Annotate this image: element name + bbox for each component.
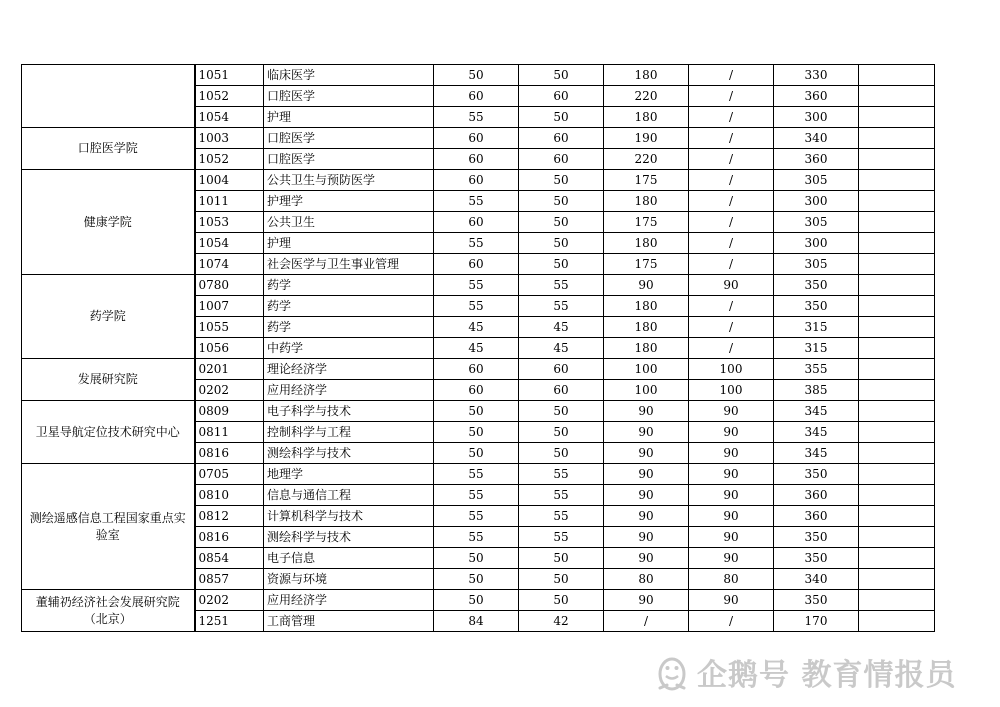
subject-score-cell: 90 <box>604 527 689 548</box>
subject-score-cell: 175 <box>604 212 689 233</box>
major-name-cell: 药学 <box>264 275 434 296</box>
subject-score-cell: 50 <box>519 254 604 275</box>
empty-cell <box>859 107 935 128</box>
subject-score-cell: 90 <box>689 401 774 422</box>
empty-cell <box>859 275 935 296</box>
major-name-cell: 控制科学与工程 <box>264 422 434 443</box>
major-name-cell: 电子信息 <box>264 548 434 569</box>
subject-score-cell: 180 <box>604 191 689 212</box>
total-score-cell: 350 <box>774 590 859 611</box>
subject-score-cell: 50 <box>519 65 604 86</box>
subject-score-cell: 90 <box>604 506 689 527</box>
table-row <box>22 65 935 86</box>
subject-score-cell: 50 <box>434 548 519 569</box>
subject-score-cell: / <box>689 317 774 338</box>
empty-cell <box>859 401 935 422</box>
subject-score-cell: 90 <box>689 590 774 611</box>
total-score-cell: 360 <box>774 149 859 170</box>
subject-score-cell: / <box>604 611 689 632</box>
subject-score-cell: 55 <box>434 464 519 485</box>
total-score-cell: 345 <box>774 422 859 443</box>
major-code-cell: 1055 <box>195 317 264 338</box>
subject-score-cell: 60 <box>519 380 604 401</box>
subject-score-cell: 55 <box>434 527 519 548</box>
subject-score-cell: 90 <box>604 422 689 443</box>
subject-score-cell: 60 <box>519 359 604 380</box>
subject-score-cell: 60 <box>519 128 604 149</box>
major-code-cell: 1004 <box>195 170 264 191</box>
subject-score-cell: 55 <box>434 275 519 296</box>
major-name-cell: 护理 <box>264 107 434 128</box>
major-code-cell: 1052 <box>195 86 264 107</box>
subject-score-cell: 50 <box>434 590 519 611</box>
empty-cell <box>859 359 935 380</box>
table-row <box>22 401 935 422</box>
major-code-cell: 0202 <box>195 590 264 611</box>
subject-score-cell: 80 <box>689 569 774 590</box>
subject-score-cell: 100 <box>689 359 774 380</box>
subject-score-cell: 45 <box>434 338 519 359</box>
subject-score-cell: 45 <box>434 317 519 338</box>
major-code-cell: 0202 <box>195 380 264 401</box>
table-row <box>22 359 935 380</box>
subject-score-cell: 100 <box>604 380 689 401</box>
empty-cell <box>859 527 935 548</box>
major-code-cell: 1052 <box>195 149 264 170</box>
subject-score-cell: 90 <box>604 401 689 422</box>
subject-score-cell: 80 <box>604 569 689 590</box>
score-table-body <box>22 65 935 632</box>
total-score-cell: 360 <box>774 485 859 506</box>
subject-score-cell: 180 <box>604 65 689 86</box>
school-cell <box>22 65 195 128</box>
major-code-cell: 1051 <box>195 65 264 86</box>
major-name-cell: 理论经济学 <box>264 359 434 380</box>
major-name-cell: 测绘科学与技术 <box>264 443 434 464</box>
empty-cell <box>859 380 935 401</box>
subject-score-cell: 90 <box>689 548 774 569</box>
empty-cell <box>859 590 935 611</box>
total-score-cell: 350 <box>774 527 859 548</box>
subject-score-cell: 60 <box>434 170 519 191</box>
subject-score-cell: 50 <box>519 107 604 128</box>
major-code-cell: 0811 <box>195 422 264 443</box>
subject-score-cell: 55 <box>519 506 604 527</box>
subject-score-cell: 90 <box>604 275 689 296</box>
subject-score-cell: 60 <box>519 149 604 170</box>
subject-score-cell: / <box>689 212 774 233</box>
subject-score-cell: 175 <box>604 254 689 275</box>
total-score-cell: 315 <box>774 338 859 359</box>
subject-score-cell: 60 <box>519 86 604 107</box>
subject-score-cell: 90 <box>689 485 774 506</box>
major-code-cell: 1056 <box>195 338 264 359</box>
total-score-cell: 385 <box>774 380 859 401</box>
table-row <box>22 590 935 611</box>
total-score-cell: 360 <box>774 506 859 527</box>
subject-score-cell: 90 <box>604 590 689 611</box>
table-row <box>22 128 935 149</box>
total-score-cell: 305 <box>774 254 859 275</box>
total-score-cell: 300 <box>774 191 859 212</box>
major-name-cell: 中药学 <box>264 338 434 359</box>
total-score-cell: 350 <box>774 275 859 296</box>
empty-cell <box>859 317 935 338</box>
subject-score-cell: 60 <box>434 254 519 275</box>
watermark <box>655 650 956 694</box>
school-cell: 测绘遥感信息工程国家重点实验室 <box>22 464 195 590</box>
major-code-cell: 0705 <box>195 464 264 485</box>
subject-score-cell: 90 <box>689 422 774 443</box>
major-code-cell: 0854 <box>195 548 264 569</box>
empty-cell <box>859 296 935 317</box>
major-code-cell: 1251 <box>195 611 264 632</box>
major-code-cell: 0809 <box>195 401 264 422</box>
school-cell: 健康学院 <box>22 170 195 275</box>
subject-score-cell: 60 <box>434 128 519 149</box>
penguin-icon <box>655 652 689 692</box>
major-name-cell: 临床医学 <box>264 65 434 86</box>
total-score-cell: 350 <box>774 296 859 317</box>
major-name-cell: 护理学 <box>264 191 434 212</box>
subject-score-cell: 50 <box>519 233 604 254</box>
school-cell: 发展研究院 <box>22 359 195 401</box>
total-score-cell: 355 <box>774 359 859 380</box>
total-score-cell: 305 <box>774 170 859 191</box>
total-score-cell: 345 <box>774 401 859 422</box>
subject-score-cell: 190 <box>604 128 689 149</box>
table-row <box>22 170 935 191</box>
subject-score-cell: 90 <box>689 464 774 485</box>
total-score-cell: 300 <box>774 233 859 254</box>
empty-cell <box>859 233 935 254</box>
school-cell: 口腔医学院 <box>22 128 195 170</box>
subject-score-cell: / <box>689 233 774 254</box>
subject-score-cell: 50 <box>519 170 604 191</box>
total-score-cell: 340 <box>774 128 859 149</box>
major-name-cell: 地理学 <box>264 464 434 485</box>
subject-score-cell: 50 <box>519 548 604 569</box>
total-score-cell: 170 <box>774 611 859 632</box>
major-code-cell: 0812 <box>195 506 264 527</box>
empty-cell <box>859 128 935 149</box>
subject-score-cell: / <box>689 128 774 149</box>
major-name-cell: 社会医学与卫生事业管理 <box>264 254 434 275</box>
subject-score-cell: 55 <box>519 296 604 317</box>
empty-cell <box>859 65 935 86</box>
empty-cell <box>859 548 935 569</box>
subject-score-cell: 55 <box>434 506 519 527</box>
major-code-cell: 0780 <box>195 275 264 296</box>
subject-score-cell: 60 <box>434 380 519 401</box>
subject-score-cell: 50 <box>519 590 604 611</box>
total-score-cell: 305 <box>774 212 859 233</box>
subject-score-cell: / <box>689 338 774 359</box>
subject-score-cell: 220 <box>604 149 689 170</box>
major-name-cell: 护理 <box>264 233 434 254</box>
total-score-cell: 315 <box>774 317 859 338</box>
subject-score-cell: 90 <box>604 464 689 485</box>
total-score-cell: 330 <box>774 65 859 86</box>
major-name-cell: 口腔医学 <box>264 149 434 170</box>
subject-score-cell: 90 <box>689 527 774 548</box>
subject-score-cell: 55 <box>434 233 519 254</box>
major-name-cell: 药学 <box>264 296 434 317</box>
empty-cell <box>859 170 935 191</box>
subject-score-cell: 180 <box>604 296 689 317</box>
empty-cell <box>859 86 935 107</box>
total-score-cell: 350 <box>774 464 859 485</box>
empty-cell <box>859 149 935 170</box>
total-score-cell: 345 <box>774 443 859 464</box>
subject-score-cell: 45 <box>519 317 604 338</box>
subject-score-cell: 90 <box>689 275 774 296</box>
empty-cell <box>859 212 935 233</box>
subject-score-cell: / <box>689 65 774 86</box>
subject-score-cell: 50 <box>519 191 604 212</box>
major-name-cell: 计算机科学与技术 <box>264 506 434 527</box>
subject-score-cell: 55 <box>434 296 519 317</box>
subject-score-cell: 90 <box>604 485 689 506</box>
major-code-cell: 1007 <box>195 296 264 317</box>
subject-score-cell: 90 <box>604 548 689 569</box>
subject-score-cell: 55 <box>434 485 519 506</box>
subject-score-cell: 90 <box>689 443 774 464</box>
empty-cell <box>859 443 935 464</box>
subject-score-cell: 50 <box>434 65 519 86</box>
subject-score-cell: 55 <box>519 464 604 485</box>
subject-score-cell: 50 <box>519 212 604 233</box>
subject-score-cell: 84 <box>434 611 519 632</box>
major-code-cell: 0816 <box>195 443 264 464</box>
subject-score-cell: 180 <box>604 338 689 359</box>
subject-score-cell: / <box>689 86 774 107</box>
subject-score-cell: 55 <box>434 107 519 128</box>
subject-score-cell: 50 <box>434 569 519 590</box>
subject-score-cell: / <box>689 149 774 170</box>
subject-score-cell: 55 <box>519 275 604 296</box>
subject-score-cell: 50 <box>434 401 519 422</box>
major-name-cell: 口腔医学 <box>264 86 434 107</box>
empty-cell <box>859 191 935 212</box>
subject-score-cell: 180 <box>604 107 689 128</box>
watermark-text: 企鹅号 教育情报员 <box>697 658 957 693</box>
score-table <box>21 64 935 632</box>
subject-score-cell: / <box>689 170 774 191</box>
subject-score-cell: 55 <box>434 191 519 212</box>
major-name-cell: 电子科学与技术 <box>264 401 434 422</box>
school-cell: 卫星导航定位技术研究中心 <box>22 401 195 464</box>
major-code-cell: 1054 <box>195 107 264 128</box>
subject-score-cell: 55 <box>519 485 604 506</box>
table-row <box>22 464 935 485</box>
major-code-cell: 1074 <box>195 254 264 275</box>
subject-score-cell: 220 <box>604 86 689 107</box>
subject-score-cell: 180 <box>604 317 689 338</box>
major-name-cell: 信息与通信工程 <box>264 485 434 506</box>
empty-cell <box>859 485 935 506</box>
subject-score-cell: / <box>689 254 774 275</box>
major-code-cell: 0201 <box>195 359 264 380</box>
major-code-cell: 0810 <box>195 485 264 506</box>
subject-score-cell: 90 <box>604 443 689 464</box>
major-name-cell: 公共卫生 <box>264 212 434 233</box>
subject-score-cell: 45 <box>519 338 604 359</box>
major-code-cell: 0816 <box>195 527 264 548</box>
empty-cell <box>859 254 935 275</box>
subject-score-cell: 60 <box>434 359 519 380</box>
subject-score-cell: 100 <box>604 359 689 380</box>
subject-score-cell: 50 <box>519 443 604 464</box>
school-cell: 药学院 <box>22 275 195 359</box>
major-code-cell: 1003 <box>195 128 264 149</box>
subject-score-cell: 60 <box>434 212 519 233</box>
empty-cell <box>859 422 935 443</box>
table-row <box>22 275 935 296</box>
major-code-cell: 1053 <box>195 212 264 233</box>
total-score-cell: 360 <box>774 86 859 107</box>
major-code-cell: 1054 <box>195 233 264 254</box>
major-name-cell: 应用经济学 <box>264 590 434 611</box>
subject-score-cell: 90 <box>689 506 774 527</box>
subject-score-cell: 100 <box>689 380 774 401</box>
empty-cell <box>859 338 935 359</box>
major-code-cell: 1011 <box>195 191 264 212</box>
subject-score-cell: 55 <box>519 527 604 548</box>
subject-score-cell: 60 <box>434 86 519 107</box>
major-name-cell: 资源与环境 <box>264 569 434 590</box>
major-name-cell: 口腔医学 <box>264 128 434 149</box>
subject-score-cell: 42 <box>519 611 604 632</box>
subject-score-cell: / <box>689 191 774 212</box>
subject-score-cell: 175 <box>604 170 689 191</box>
school-cell: 董辅礽经济社会发展研究院（北京） <box>22 590 195 632</box>
subject-score-cell: 50 <box>519 401 604 422</box>
subject-score-cell: 180 <box>604 233 689 254</box>
subject-score-cell: / <box>689 107 774 128</box>
total-score-cell: 340 <box>774 569 859 590</box>
empty-cell <box>859 569 935 590</box>
subject-score-cell: 50 <box>434 422 519 443</box>
major-name-cell: 工商管理 <box>264 611 434 632</box>
total-score-cell: 300 <box>774 107 859 128</box>
subject-score-cell: / <box>689 296 774 317</box>
total-score-cell: 350 <box>774 548 859 569</box>
major-name-cell: 公共卫生与预防医学 <box>264 170 434 191</box>
major-name-cell: 药学 <box>264 317 434 338</box>
major-code-cell: 0857 <box>195 569 264 590</box>
empty-cell <box>859 611 935 632</box>
subject-score-cell: 50 <box>434 443 519 464</box>
subject-score-cell: 50 <box>519 569 604 590</box>
subject-score-cell: / <box>689 611 774 632</box>
major-name-cell: 测绘科学与技术 <box>264 527 434 548</box>
subject-score-cell: 50 <box>519 422 604 443</box>
major-name-cell: 应用经济学 <box>264 380 434 401</box>
empty-cell <box>859 464 935 485</box>
empty-cell <box>859 506 935 527</box>
subject-score-cell: 60 <box>434 149 519 170</box>
